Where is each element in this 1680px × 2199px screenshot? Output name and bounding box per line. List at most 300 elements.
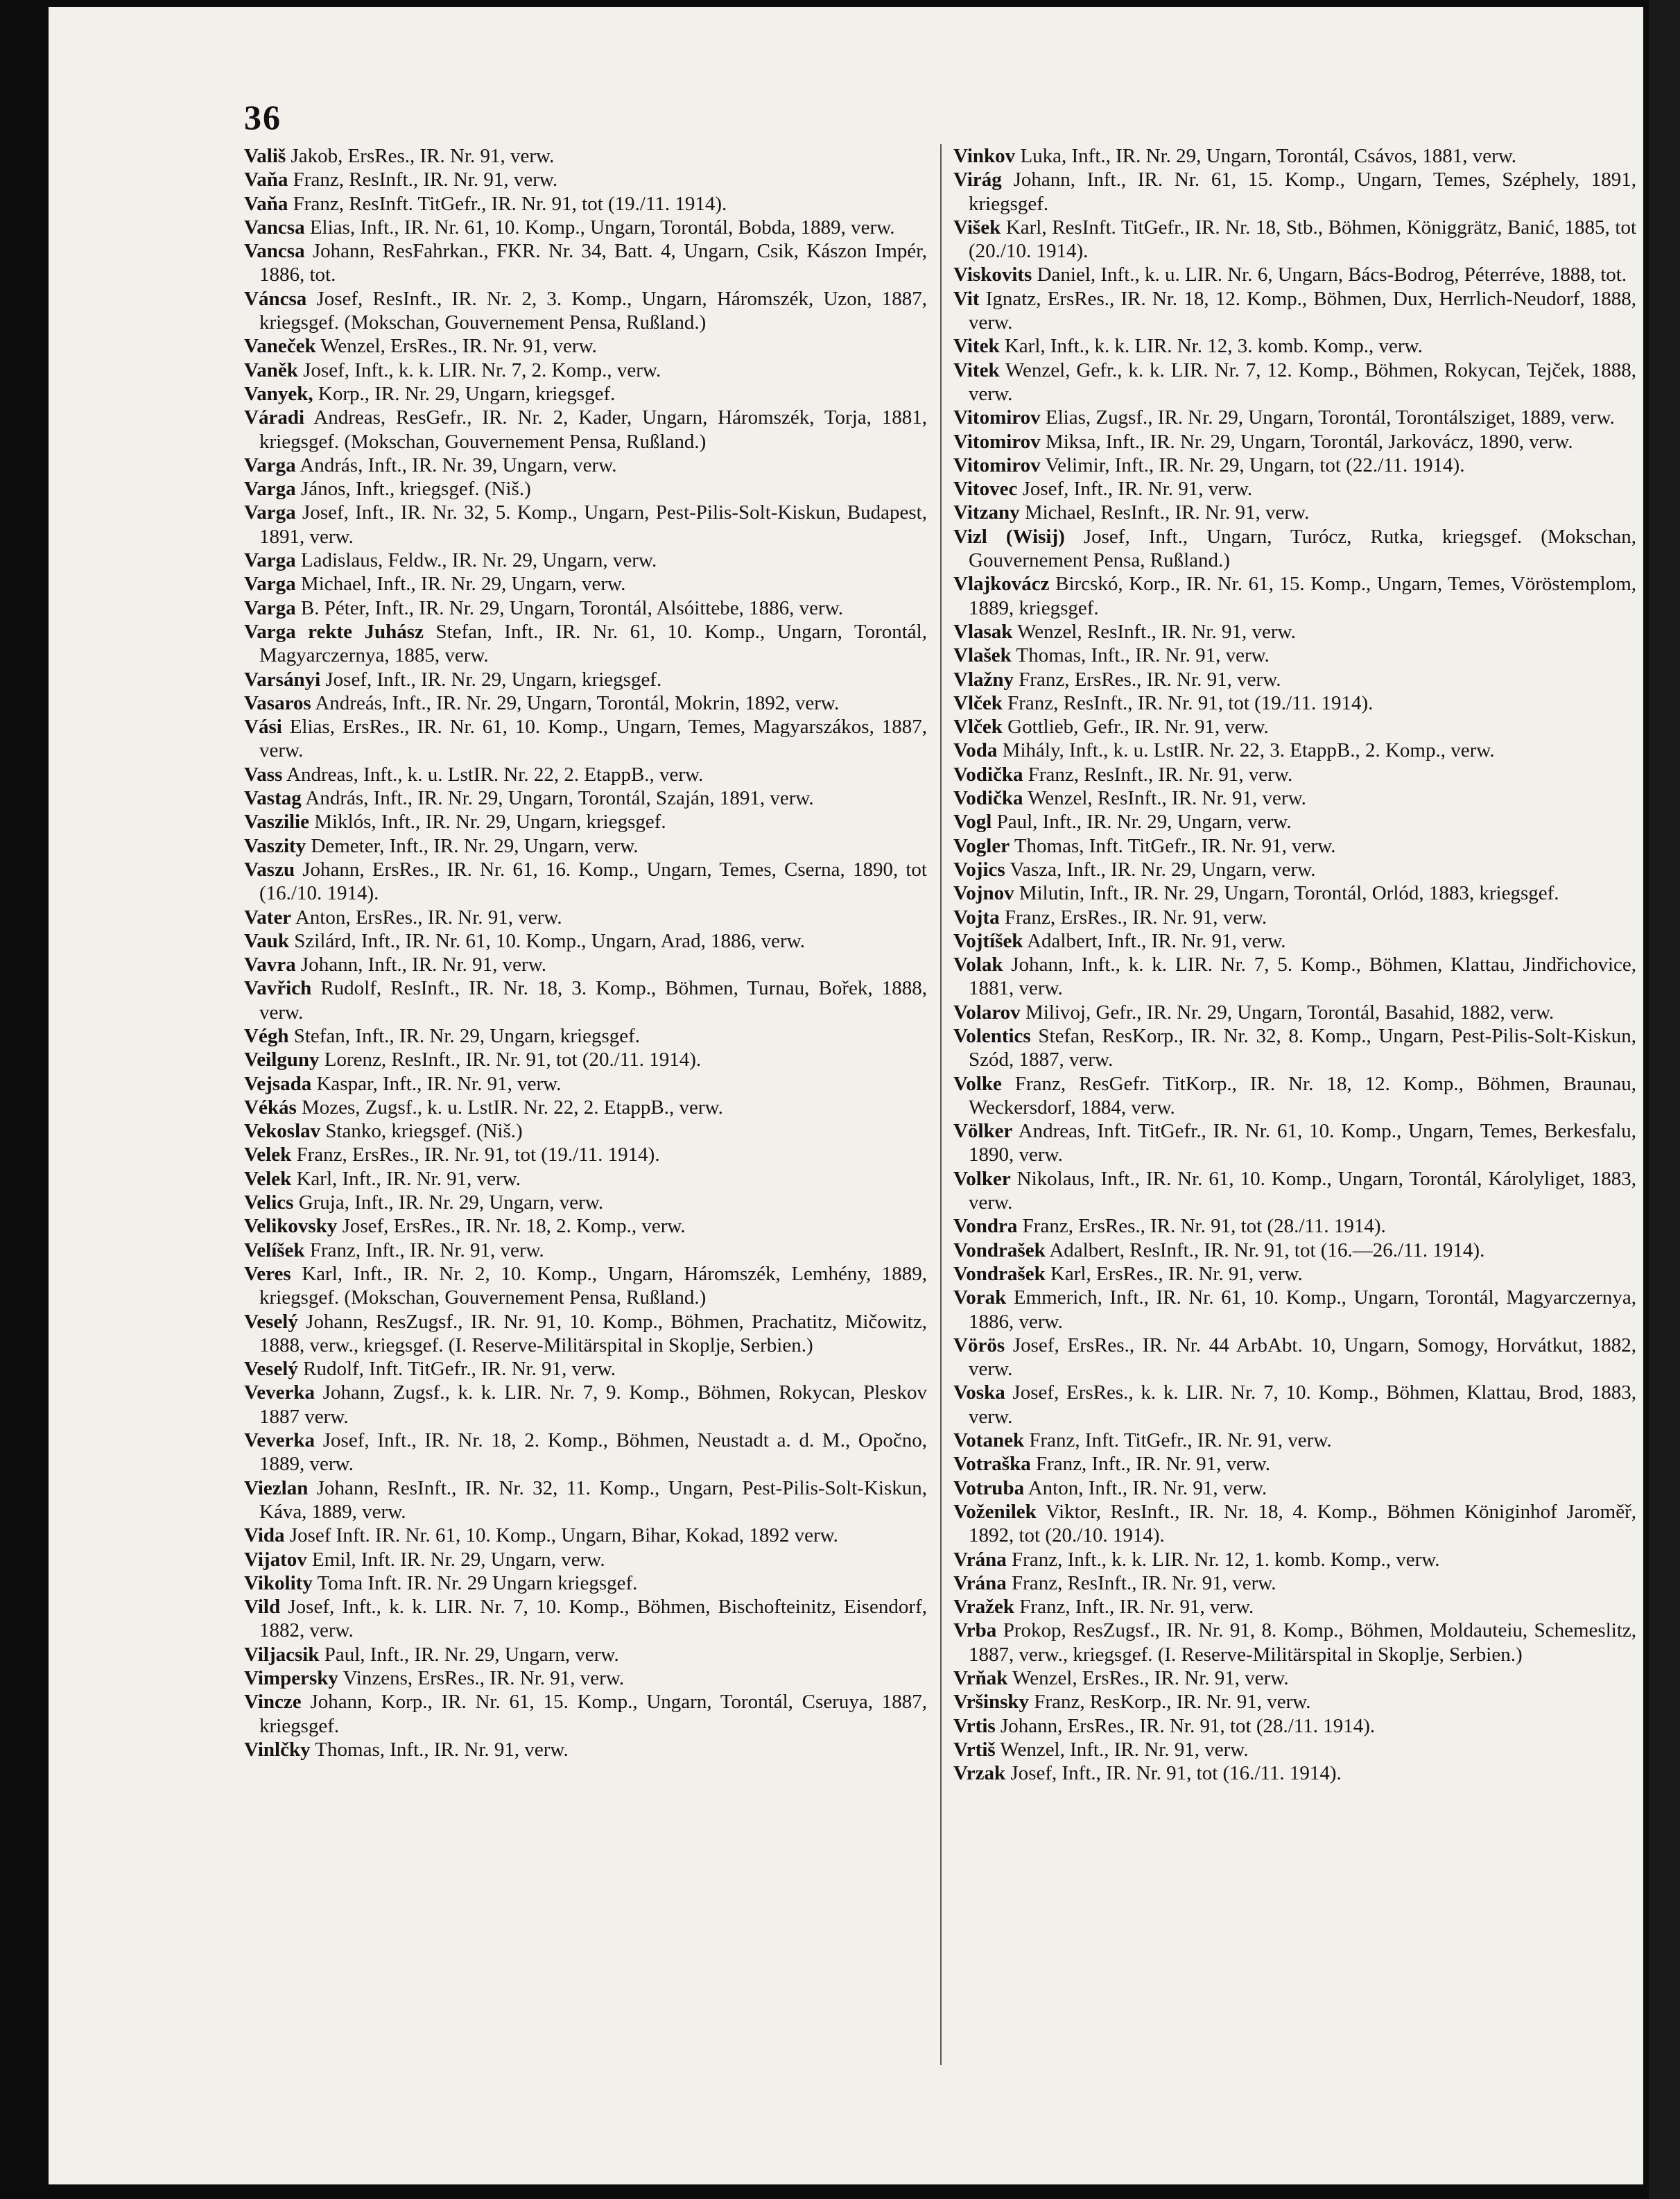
register-entry — [953, 144, 1636, 168]
register-entry — [953, 501, 1636, 524]
register-entry — [244, 1191, 927, 1214]
entry-details: Michael, ResInft., IR. Nr. 91, verw. — [1019, 501, 1310, 524]
entry-surname: Vogl — [953, 811, 992, 834]
register-entry — [244, 144, 927, 168]
entry-surname: Vogler — [953, 834, 1010, 857]
entry-surname: Varga — [244, 454, 296, 476]
entry-surname: Vijatov — [244, 1548, 307, 1571]
entry-details: Andreás, Inft., IR. Nr. 29, Ungarn, Torontál, Mokrin, 1892, verw. — [311, 691, 840, 714]
page-number: 36 — [244, 98, 282, 137]
register-entry — [953, 786, 1636, 810]
register-entry — [953, 1072, 1636, 1120]
entry-surname: Volentics — [953, 1024, 1031, 1047]
register-entry — [244, 1476, 927, 1524]
entry-details: Johann, Inft., IR. Nr. 61, 15. Komp., Ungarn, Temes, Széphely, 1891, kriegsgef. — [969, 169, 1636, 215]
register-entry — [953, 1167, 1636, 1215]
entry-details: Kaspar, Inft., IR. Nr. 91, verw. — [311, 1072, 562, 1095]
entry-details: Josef, Inft., k. k. LIR. Nr. 7, 2. Komp., verw. — [297, 359, 661, 381]
register-entry — [953, 1024, 1636, 1072]
register-entry — [953, 1595, 1636, 1619]
entry-details: Milivoj, Gefr., IR. Nr. 29, Ungarn, Torontál, Basahid, 1882, verw. — [1020, 1001, 1555, 1024]
entry-surname: Vater — [244, 906, 292, 929]
entry-details: Johann, Zugsf., k. k. LIR. Nr. 7, 9. Komp., Böhmen, Rokycan, Pleskov 1887 verw. — [259, 1381, 927, 1428]
register-entry — [953, 287, 1636, 335]
entry-details: Wenzel, Inft., IR. Nr. 91, verw. — [995, 1738, 1249, 1761]
entry-details: Johann, Inft., k. k. LIR. Nr. 7, 5. Komp., Böhmen, Klattau, Jindřichovice, 1881, verw. — [969, 954, 1636, 1000]
entry-surname: Voska — [953, 1381, 1005, 1404]
register-entry — [244, 572, 927, 596]
register-entry — [244, 810, 927, 834]
register-entry — [244, 1167, 927, 1191]
entry-details: Franz, ErsRes., IR. Nr. 91, tot (19./11. 1914). — [291, 1144, 660, 1166]
entry-surname: Vörös — [953, 1334, 1005, 1356]
register-entry — [953, 1714, 1636, 1738]
register-entry — [244, 168, 927, 191]
register-entry — [953, 906, 1636, 929]
left-column — [244, 144, 927, 1761]
register-entry — [244, 1072, 927, 1096]
register-entry — [244, 1429, 927, 1476]
entry-surname: Vojtíšek — [953, 929, 1023, 952]
entry-details: Josef, ErsRes., k. k. LIR. Nr. 7, 10. Komp., Böhmen, Klattau, Brod, 1883, verw. — [969, 1381, 1636, 1428]
entry-details: Franz, Inft., IR. Nr. 91, verw. — [1014, 1596, 1254, 1619]
register-entry — [953, 216, 1636, 264]
entry-surname: Volker — [953, 1167, 1011, 1190]
entry-surname: Vitek — [953, 359, 1000, 381]
register-entry — [953, 1262, 1636, 1286]
entry-details: Elias, Zugsf., IR. Nr. 29, Ungarn, Torontál, Torontálsziget, 1889, verw. — [1040, 406, 1615, 429]
register-entry — [244, 1571, 927, 1595]
entry-surname: Vlasak — [953, 620, 1013, 643]
entry-details: András, Inft., IR. Nr. 29, Ungarn, Torontál, Szaján, 1891, verw. — [301, 787, 814, 810]
register-entry — [244, 1738, 927, 1761]
entry-surname: Vondrašek — [953, 1262, 1046, 1285]
entry-details: Thomas, Inft., IR. Nr. 91, verw. — [310, 1738, 569, 1761]
register-entry — [953, 739, 1636, 762]
entry-details: Anton, ErsRes., IR. Nr. 91, verw. — [291, 906, 562, 929]
register-entry — [244, 715, 927, 763]
entry-surname: Vaszity — [244, 834, 306, 857]
register-entry — [244, 549, 927, 572]
entry-details: Wenzel, ErsRes., IR. Nr. 91, verw. — [1007, 1667, 1289, 1689]
register-entry — [953, 1119, 1636, 1167]
entry-details: Karl, Inft., IR. Nr. 2, 10. Komp., Ungarn, Háromszék, Lemhény, 1889, kriegsgef. (Mokschan, Gouvernement Pensa, Rußland.) — [259, 1262, 927, 1309]
entry-surname: Višek — [953, 216, 1001, 239]
entry-surname: Vodička — [953, 787, 1023, 810]
entry-surname: Vaszu — [244, 858, 295, 881]
entry-surname: Vrzak — [953, 1762, 1006, 1785]
entry-details: Franz, ResKorp., IR. Nr. 91, verw. — [1029, 1691, 1311, 1714]
register-entry — [244, 620, 927, 668]
entry-details: Rudolf, ResInft., IR. Nr. 18, 3. Komp., Böhmen, Turnau, Bořek, 1888, verw. — [259, 977, 927, 1024]
entry-details: Franz, ErsRes., IR. Nr. 91, tot (28./11. 1914). — [1017, 1215, 1386, 1238]
register-entry — [244, 929, 927, 953]
register-entry — [953, 359, 1636, 406]
register-entry — [953, 834, 1636, 858]
register-entry — [244, 1024, 927, 1048]
entry-details: Paul, Inft., IR. Nr. 29, Ungarn, verw. — [991, 811, 1292, 834]
entry-details: Miklós, Inft., IR. Nr. 29, Ungarn, kriegsgef. — [309, 811, 666, 834]
entry-surname: Vasaros — [244, 691, 311, 714]
entry-details: Karl, ResInft. TitGefr., IR. Nr. 18, Stb., Böhmen, Königgrätz, Banić, 1885, tot (20./10. 1914). — [969, 216, 1636, 263]
entry-surname: Vlajkovácz — [953, 573, 1050, 596]
entry-surname: Velikovsky — [244, 1215, 338, 1238]
register-entry — [953, 1429, 1636, 1452]
register-entry — [953, 334, 1636, 358]
register-entry — [953, 858, 1636, 881]
register-entry — [953, 810, 1636, 834]
entry-details: Josef, Inft., IR. Nr. 91, tot (16./11. 1914). — [1005, 1762, 1342, 1785]
entry-details: Milutin, Inft., IR. Nr. 29, Ungarn, Torontál, Orlód, 1883, kriegsgef. — [1014, 882, 1559, 905]
entry-surname: Velíšek — [244, 1239, 305, 1261]
entry-details: Josef, ResInft., IR. Nr. 2, 3. Komp., Ungarn, Háromszék, Uzon, 1887, kriegsgef. (Mokschan, Gouvernement Pensa, Rußland.) — [259, 287, 927, 334]
register-entry — [244, 1119, 927, 1143]
entry-surname: Votruba — [953, 1476, 1025, 1499]
entry-surname: Vikolity — [244, 1571, 313, 1594]
register-entry — [953, 477, 1636, 501]
entry-surname: Vitzany — [953, 501, 1020, 524]
entry-surname: Vodička — [953, 763, 1023, 786]
entry-details: Franz, Inft., IR. Nr. 91, verw. — [1030, 1453, 1270, 1476]
entry-details: Szilárd, Inft., IR. Nr. 61, 10. Komp., Ungarn, Arad, 1886, verw. — [289, 929, 805, 952]
register-entry — [953, 620, 1636, 644]
entry-details: Daniel, Inft., k. u. LIR. Nr. 6, Ungarn, Bács-Bodrog, Péterréve, 1888, tot. — [1032, 264, 1627, 286]
entry-details: Johann, ResFahrkan., FKR. Nr. 34, Batt. 4, Ungarn, Csik, Kászon Impér, 1886, tot. — [259, 240, 927, 286]
entry-details: Demeter, Inft., IR. Nr. 29, Ungarn, verw. — [306, 834, 639, 857]
register-entry — [244, 763, 927, 786]
entry-details: János, Inft., kriegsgef. (Niš.) — [295, 478, 531, 501]
entry-details: Michael, Inft., IR. Nr. 29, Ungarn, verw. — [295, 573, 626, 596]
entry-details: Elias, Inft., IR. Nr. 61, 10. Komp., Ungarn, Torontál, Bobda, 1889, verw. — [304, 216, 895, 239]
entry-surname: Vražek — [953, 1596, 1015, 1619]
register-entry — [953, 572, 1636, 620]
register-entry — [244, 1096, 927, 1119]
entry-details: Franz, ErsRes., IR. Nr. 91, verw. — [999, 906, 1267, 929]
entry-surname: Vaněk — [244, 359, 298, 381]
entry-details: Josef, Inft., IR. Nr. 18, 2. Komp., Böhmen, Neustadt a. d. M., Opočno, 1889, verw. — [259, 1429, 927, 1476]
entry-details: Josef, ErsRes., IR. Nr. 44 ArbAbt. 10, Ungarn, Somogy, Horvátkut, 1882, verw. — [969, 1334, 1636, 1381]
entry-details: Franz, Inft., k. k. LIR. Nr. 12, 1. komb. Komp., verw. — [1006, 1548, 1440, 1571]
entry-details: Emil, Inft. IR. Nr. 29, Ungarn, verw. — [306, 1548, 605, 1571]
register-entry — [953, 1690, 1636, 1714]
register-entry — [244, 953, 927, 976]
entry-surname: Vancsa — [244, 216, 305, 239]
entry-details: Josef, ErsRes., IR. Nr. 18, 2. Komp., verw. — [337, 1215, 686, 1238]
entry-details: Franz, ResInft., IR. Nr. 91, tot (19./11. 1914). — [1002, 691, 1374, 714]
register-entry — [244, 334, 927, 358]
entry-details: Josef Inft. IR. Nr. 61, 10. Komp., Ungarn, Bihar, Kokad, 1892 verw. — [284, 1524, 838, 1547]
entry-details: Franz, ResInft. TitGefr., IR. Nr. 91, tot (19./11. 1914). — [288, 192, 727, 215]
register-entry — [244, 1262, 927, 1310]
entry-details: Josef, Inft., IR. Nr. 91, verw. — [1017, 478, 1253, 501]
entry-surname: Vinkov — [953, 145, 1016, 167]
register-entry — [953, 1452, 1636, 1476]
entry-details: Lorenz, ResInft., IR. Nr. 91, tot (20./11. 1914). — [319, 1049, 702, 1071]
entry-surname: Vavřich — [244, 977, 312, 1000]
entry-surname: Vit — [953, 287, 980, 310]
register-entry — [953, 1738, 1636, 1761]
entry-details: Franz, Inft. TitGefr., IR. Nr. 91, verw. — [1024, 1429, 1332, 1452]
column-divider — [940, 144, 942, 2065]
entry-details: Adalbert, ResInft., IR. Nr. 91, tot (16.—26./11. 1914). — [1045, 1239, 1485, 1261]
register-entry — [953, 1381, 1636, 1429]
entry-details: Stefan, ResKorp., IR. Nr. 32, 8. Komp., Ungarn, Pest-Pilis-Solt-Kiskun, Szód, 1887, verw. — [969, 1024, 1636, 1071]
register-entry — [953, 644, 1636, 667]
register-entry — [244, 287, 927, 335]
entry-surname: Volak — [953, 954, 1003, 976]
entry-surname: Varga — [244, 573, 296, 596]
entry-surname: Vimpersky — [244, 1667, 338, 1689]
entry-details: Franz, Inft., IR. Nr. 91, verw. — [304, 1239, 544, 1261]
register-entry — [244, 1548, 927, 1571]
entry-surname: Vizl (Wisij) — [953, 525, 1065, 548]
entry-details: Korp., IR. Nr. 29, Ungarn, kriegsgef. — [313, 382, 616, 405]
register-entry — [244, 192, 927, 216]
register-entry — [953, 1214, 1636, 1238]
entry-details: Adalbert, Inft., IR. Nr. 91, verw. — [1023, 929, 1286, 952]
register-entry — [244, 216, 927, 239]
register-entry — [953, 525, 1636, 573]
register-entry — [953, 953, 1636, 1001]
entry-details: Gottlieb, Gefr., IR. Nr. 91, verw. — [1002, 716, 1269, 739]
register-entry — [244, 239, 927, 287]
entry-details: Franz, ResGefr. TitKorp., IR. Nr. 18, 12. Komp., Böhmen, Braunau, Weckersdorf, 1884, verw. — [969, 1072, 1636, 1119]
entry-surname: Votanek — [953, 1429, 1025, 1452]
entry-surname: Voda — [953, 739, 998, 762]
entry-details: Mihály, Inft., k. u. LstIR. Nr. 22, 3. EtappB., 2. Komp., verw. — [997, 739, 1495, 762]
entry-details: Johann, ErsRes., IR. Nr. 61, 16. Komp., Ungarn, Temes, Cserna, 1890, tot (16./10. 1914). — [259, 858, 927, 905]
register-entry — [244, 1524, 927, 1547]
register-entry — [953, 454, 1636, 477]
entry-surname: Volke — [953, 1072, 1002, 1095]
entry-surname: Vršinsky — [953, 1691, 1030, 1714]
entry-surname: Vaňa — [244, 169, 288, 191]
entry-surname: Vitovec — [953, 478, 1018, 501]
entry-surname: Vancsa — [244, 240, 305, 263]
entry-surname: Vási — [244, 716, 282, 739]
register-entry — [953, 430, 1636, 454]
entry-details: Viktor, ResInft., IR. Nr. 18, 4. Komp., Böhmen Königinhof Jaroměř, 1892, tot (20./10. 1914). — [969, 1500, 1636, 1547]
entry-surname: Végh — [244, 1024, 289, 1047]
entry-details: Franz, ResInft., IR. Nr. 91, verw. — [1006, 1571, 1276, 1594]
entry-surname: Vejsada — [244, 1072, 312, 1095]
entry-details: Josef, Inft., IR. Nr. 29, Ungarn, kriegsgef. — [320, 668, 662, 691]
entry-surname: Vékás — [244, 1096, 297, 1119]
register-entry — [953, 1619, 1636, 1666]
entry-surname: Vondrašek — [953, 1239, 1046, 1261]
register-entry — [244, 1643, 927, 1666]
entry-details: Johann, ErsRes., IR. Nr. 91, tot (28./11. 1914). — [995, 1714, 1376, 1737]
register-entry — [953, 1761, 1636, 1785]
entry-surname: Viskovits — [953, 264, 1032, 286]
entry-details: Karl, Inft., IR. Nr. 91, verw. — [291, 1167, 521, 1190]
entry-details: Anton, Inft., IR. Nr. 91, verw. — [1024, 1476, 1267, 1499]
entry-details: Ignatz, ErsRes., IR. Nr. 18, 12. Komp., Böhmen, Dux, Herrlich-Neudorf, 1888, verw. — [969, 287, 1636, 334]
entry-surname: Váncsa — [244, 287, 307, 310]
entry-surname: Vrba — [953, 1619, 997, 1642]
entry-surname: Vrtis — [953, 1714, 996, 1737]
entry-details: Toma Inft. IR. Nr. 29 Ungarn kriegsgef. — [312, 1571, 638, 1594]
entry-surname: Varga — [244, 478, 296, 501]
right-column — [953, 144, 1636, 1785]
entry-details: Karl, ErsRes., IR. Nr. 91, verw. — [1045, 1262, 1303, 1285]
entry-details: Vasza, Inft., IR. Nr. 29, Ungarn, verw. — [1005, 858, 1316, 881]
entry-surname: Völker — [953, 1120, 1013, 1143]
entry-surname: Veres — [244, 1262, 291, 1285]
entry-details: Elias, ErsRes., IR. Nr. 61, 10. Komp., Ungarn, Temes, Magyarszákos, 1887, verw. — [259, 716, 927, 762]
register-entry — [244, 382, 927, 406]
entry-details: Franz, ErsRes., IR. Nr. 91, verw. — [1014, 668, 1281, 691]
entry-details: Andreas, Inft. TitGefr., IR. Nr. 61, 10. Komp., Ungarn, Temes, Berkesfalu, 1890, verw. — [969, 1120, 1636, 1166]
register-entry — [953, 1286, 1636, 1334]
entry-surname: Vincze — [244, 1691, 302, 1714]
entry-details: Karl, Inft., k. k. LIR. Nr. 12, 3. komb. Komp., verw. — [999, 335, 1423, 358]
entry-surname: Vrána — [953, 1548, 1007, 1571]
entry-details: Johann, Korp., IR. Nr. 61, 15. Komp., Ungarn, Torontál, Cseruya, 1887, kriegsgef. — [259, 1691, 927, 1737]
entry-surname: Vrtiš — [953, 1738, 996, 1761]
entry-surname: Vitek — [953, 335, 1000, 358]
entry-surname: Velics — [244, 1191, 294, 1214]
entry-surname: Veverka — [244, 1381, 315, 1404]
entry-surname: Vastag — [244, 787, 302, 810]
entry-surname: Velek — [244, 1144, 292, 1166]
entry-surname: Voženilek — [953, 1500, 1037, 1523]
register-entry — [953, 1476, 1636, 1500]
register-entry — [953, 668, 1636, 691]
entry-surname: Vojics — [953, 858, 1005, 881]
entry-surname: Vavra — [244, 954, 296, 976]
entry-surname: Varga — [244, 549, 296, 572]
entry-surname: Vališ — [244, 145, 286, 167]
entry-surname: Vanyek, — [244, 382, 313, 405]
entry-surname: Vorak — [953, 1286, 1007, 1309]
register-entry — [244, 1381, 927, 1429]
register-entry — [244, 668, 927, 691]
register-entry — [244, 1239, 927, 1262]
entry-details: Franz, ResInft., IR. Nr. 91, verw. — [288, 169, 558, 191]
entry-details: Luka, Inft., IR. Nr. 29, Ungarn, Torontál, Csávos, 1881, verw. — [1015, 145, 1517, 167]
entry-details: Johann, ResZugsf., IR. Nr. 91, 10. Komp., Böhmen, Prachatitz, Mičowitz, 1888, verw., kriegsgef. (I. Reserve-Militärspital in Skoplje, Serbien.) — [259, 1310, 927, 1356]
scan-edge — [1649, 0, 1680, 2199]
entry-details: Gruja, Inft., IR. Nr. 29, Ungarn, verw. — [293, 1191, 604, 1214]
entry-surname: Vass — [244, 763, 283, 786]
entry-details: Prokop, ResZugsf., IR. Nr. 91, 8. Komp., Böhmen, Moldauteiu, Schemeslitz, 1887, verw., kriegsgef. (I. Reserve-Militärspital in Skoplje, Serbien.) — [969, 1619, 1636, 1666]
entry-surname: Vaňa — [244, 192, 288, 215]
entry-surname: Vlček — [953, 716, 1003, 739]
entry-surname: Vekoslav — [244, 1120, 321, 1143]
entry-details: Johann, Inft., IR. Nr. 91, verw. — [295, 954, 547, 976]
register-entry — [244, 477, 927, 501]
register-entry — [953, 1334, 1636, 1381]
register-entry — [244, 858, 927, 906]
entry-surname: Varga rekte Juhász — [244, 620, 424, 643]
entry-details: Andreas, ResGefr., IR. Nr. 2, Kader, Ungarn, Háromszék, Torja, 1881, kriegsgef. (Mokschan, Gouvernement Pensa, Rußland.) — [259, 406, 927, 453]
register-entry — [244, 1595, 927, 1643]
entry-details: Rudolf, Inft. TitGefr., IR. Nr. 91, verw. — [297, 1358, 616, 1381]
entry-details: Ladislaus, Feldw., IR. Nr. 29, Ungarn, verw. — [295, 549, 657, 572]
entry-details: Wenzel, Gefr., k. k. LIR. Nr. 7, 12. Komp., Böhmen, Rokycan, Tejček, 1888, verw. — [969, 359, 1636, 405]
entry-surname: Viezlan — [244, 1476, 309, 1499]
register-entry — [244, 1357, 927, 1381]
entry-surname: Vlašek — [953, 644, 1012, 667]
entry-details: Stanko, kriegsgef. (Niš.) — [320, 1120, 523, 1143]
entry-details: Andreas, Inft., k. u. LstIR. Nr. 22, 2. EtappB., verw. — [282, 763, 704, 786]
register-entry — [953, 1001, 1636, 1024]
register-entry — [244, 1143, 927, 1166]
entry-details: Mozes, Zugsf., k. u. LstIR. Nr. 22, 2. EtappB., verw. — [296, 1096, 723, 1119]
entry-surname: Vild — [244, 1596, 281, 1619]
entry-details: Thomas, Inft. TitGefr., IR. Nr. 91, verw. — [1010, 834, 1336, 857]
entry-surname: Vaszilie — [244, 811, 309, 834]
register-entry — [244, 1048, 927, 1071]
register-entry — [244, 1690, 927, 1738]
entry-surname: Virág — [953, 169, 1002, 191]
entry-details: Josef, Inft., Ungarn, Turócz, Rutka, kriegsgef. (Mokschan, Gouvernement Pensa, Rußland.) — [969, 525, 1636, 572]
entry-surname: Varga — [244, 501, 296, 524]
entry-surname: Vida — [244, 1524, 285, 1547]
entry-details: Thomas, Inft., IR. Nr. 91, verw. — [1011, 644, 1270, 667]
entry-details: Velimir, Inft., IR. Nr. 29, Ungarn, tot (22./11. 1914). — [1040, 454, 1465, 476]
entry-details: Josef, Inft., k. k. LIR. Nr. 7, 10. Komp., Böhmen, Bischofteinitz, Eisendorf, 1882, verw. — [259, 1596, 927, 1642]
register-entry — [953, 1666, 1636, 1690]
entry-surname: Viljacsik — [244, 1643, 320, 1666]
entry-surname: Vondra — [953, 1215, 1018, 1238]
entry-surname: Vinlčky — [244, 1738, 311, 1761]
entry-surname: Volarov — [953, 1001, 1021, 1024]
register-entry — [244, 596, 927, 620]
register-entry — [953, 1548, 1636, 1571]
entry-surname: Vitomirov — [953, 406, 1041, 429]
entry-surname: Vaneček — [244, 335, 316, 358]
entry-surname: Vauk — [244, 929, 290, 952]
register-entry — [244, 1310, 927, 1358]
entry-details: Vinzens, ErsRes., IR. Nr. 91, verw. — [338, 1667, 625, 1689]
entry-details: Stefan, Inft., IR. Nr. 29, Ungarn, kriegsgef. — [288, 1024, 641, 1047]
entry-details: Nikolaus, Inft., IR. Nr. 61, 10. Komp., Ungarn, Torontál, Károlyliget, 1883, verw. — [969, 1167, 1636, 1214]
entry-details: Wenzel, ResInft., IR. Nr. 91, verw. — [1012, 620, 1296, 643]
entry-surname: Vitomirov — [953, 454, 1041, 476]
register-entry — [953, 715, 1636, 739]
entry-details: Wenzel, ErsRes., IR. Nr. 91, verw. — [315, 335, 597, 358]
entry-details: András, Inft., IR. Nr. 39, Ungarn, verw. — [295, 454, 617, 476]
entry-details: Johann, ResInft., IR. Nr. 32, 11. Komp., Ungarn, Pest-Pilis-Solt-Kiskun, Káva, 1889, verw. — [259, 1476, 927, 1523]
entry-surname: Váradi — [244, 406, 304, 429]
entry-surname: Veselý — [244, 1310, 298, 1333]
entry-details: Wenzel, ResInft., IR. Nr. 91, verw. — [1023, 787, 1306, 810]
register-entry — [244, 359, 927, 382]
register-entry — [244, 834, 927, 858]
register-entry — [953, 763, 1636, 786]
entry-surname: Veselý — [244, 1358, 298, 1381]
entry-details: Bircskó, Korp., IR. Nr. 61, 15. Komp., Ungarn, Temes, Vöröstemplom, 1889, kriegsgef. — [969, 573, 1636, 619]
register-entry — [953, 881, 1636, 905]
register-entry — [244, 786, 927, 810]
register-entry — [953, 691, 1636, 715]
entry-surname: Varsányi — [244, 668, 321, 691]
entry-surname: Vojta — [953, 906, 1000, 929]
entry-surname: Veilguny — [244, 1049, 320, 1071]
register-entry — [244, 406, 927, 454]
register-entry — [244, 1214, 927, 1238]
entry-details: B. Péter, Inft., IR. Nr. 29, Ungarn, Torontál, Alsóittebe, 1886, verw. — [295, 596, 844, 619]
register-entry — [244, 1666, 927, 1690]
entry-surname: Varga — [244, 596, 296, 619]
entry-surname: Vlček — [953, 691, 1003, 714]
entry-surname: Vitomirov — [953, 430, 1041, 453]
register-entry — [244, 906, 927, 929]
entry-details: Josef, Inft., IR. Nr. 32, 5. Komp., Ungarn, Pest-Pilis-Solt-Kiskun, Budapest, 1891, verw. — [259, 501, 927, 548]
register-entry — [953, 929, 1636, 953]
